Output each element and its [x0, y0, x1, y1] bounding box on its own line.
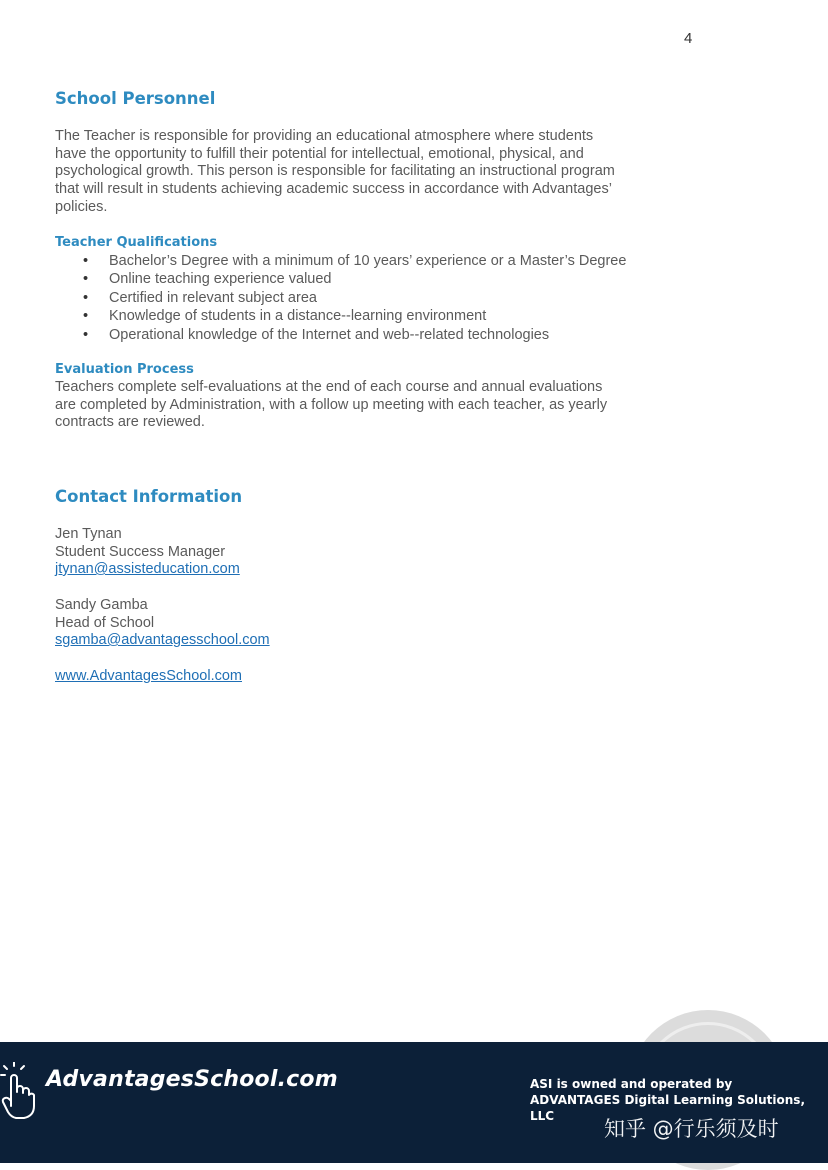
teacher-qualifications-heading: Teacher Qualifications: [55, 235, 218, 250]
list-item: • Bachelor’s Degree with a minimum of 10 years’ experience or a Master’s Degree: [55, 252, 715, 270]
contact-title: Student Success Manager: [55, 544, 226, 560]
description-line: psychological growth. This person is responsible for facilitating an instructional program: [55, 163, 615, 179]
evaluation-process-heading: Evaluation Process: [55, 362, 194, 377]
contact-name: Jen Tynan: [55, 526, 122, 542]
qualifications-list: [55, 252, 715, 344]
contact-email-link[interactable]: sgamba@advantagesschool.com: [55, 632, 270, 648]
school-personnel-heading: School Personnel: [55, 89, 216, 108]
description-line: The Teacher is responsible for providing an educational atmosphere where students: [55, 128, 594, 144]
pointer-hand-icon: [0, 1062, 40, 1122]
description-line: policies.: [55, 199, 108, 215]
website-link[interactable]: www.AdvantagesSchool.com: [55, 668, 242, 684]
footer-brand: AdvantagesSchool.com: [46, 1067, 338, 1092]
evaluation-line: Teachers complete self-evaluations at the end of each course and annual evaluations: [55, 379, 603, 395]
contact-email-link[interactable]: jtynan@assisteducation.com: [55, 561, 240, 577]
description-line: that will result in students achieving academic success in accordance with Advantages’: [55, 181, 612, 197]
list-item: • Knowledge of students in a distance--learning environment: [55, 307, 715, 325]
evaluation-line: are completed by Administration, with a follow up meeting with each teacher, as yearly: [55, 397, 608, 413]
footer-note-line: ADVANTAGES Digital Learning Solutions, LLC: [530, 1093, 806, 1123]
description-line: have the opportunity to fulfill their potential for intellectual, emotional, physical, and: [55, 146, 584, 162]
evaluation-line: contracts are reviewed.: [55, 414, 205, 430]
watermark: 知乎 @行乐须及时: [604, 1117, 779, 1141]
contact-information-heading: Contact Information: [55, 487, 243, 506]
contact-name: Sandy Gamba: [55, 597, 148, 613]
list-item: • Online teaching experience valued: [55, 270, 715, 288]
list-item: • Operational knowledge of the Internet and web--related technologies: [55, 326, 715, 344]
footer-note-line: ASI is owned and operated by: [530, 1077, 733, 1091]
page-number: 4: [684, 30, 693, 47]
contact-title: Head of School: [55, 615, 155, 631]
list-item: • Certified in relevant subject area: [55, 289, 715, 307]
